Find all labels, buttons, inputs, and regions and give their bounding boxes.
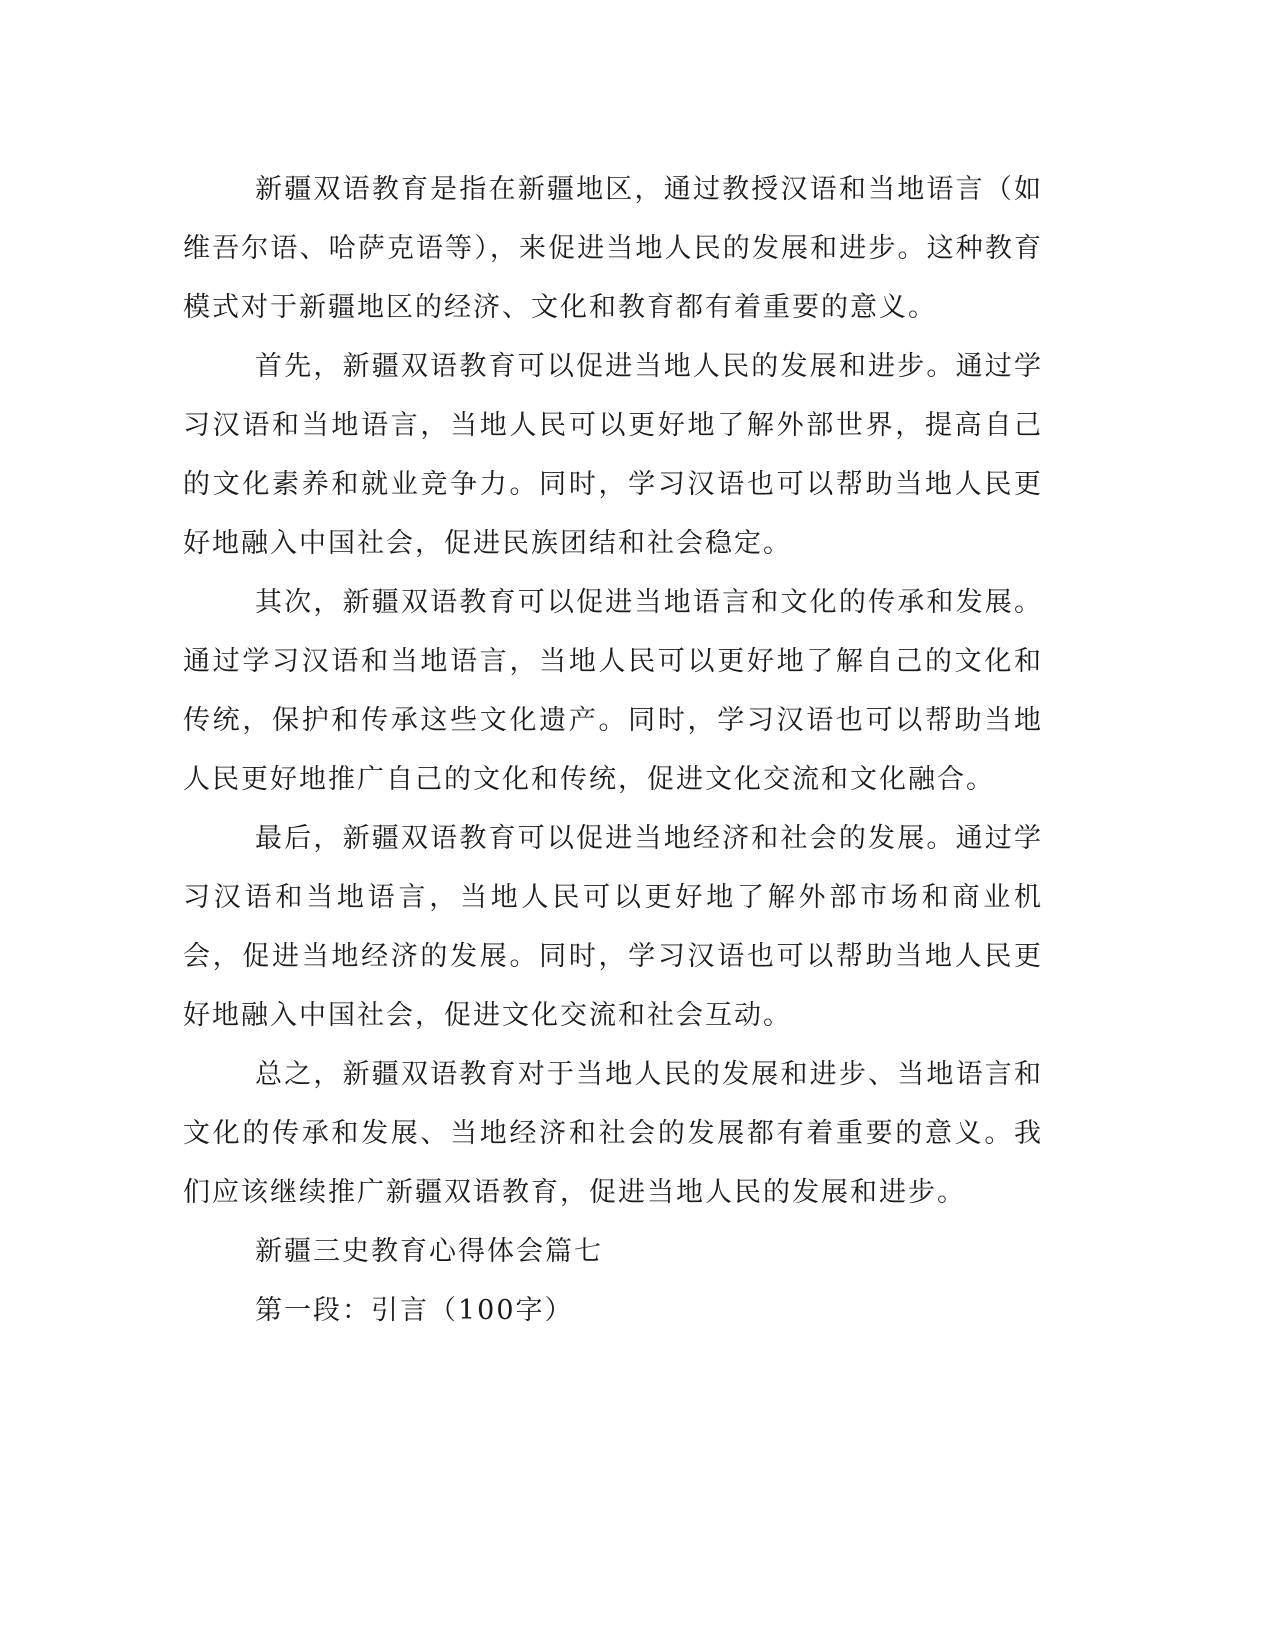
section-title: 新疆三史教育心得体会篇七	[255, 1236, 603, 1267]
document-body	[183, 160, 1043, 1340]
paragraph-second-point: 其次，新疆双语教育可以促进当地语言和文化的传承和发展。通过学习汉语和当地语言，当地人民可以更好地了解自己的文化和传统，保护和传承这些文化遗产。同时，学习汉语也可以帮助当地人民更好地推广自己的文化和传统，促进文化交流和文化融合。	[183, 587, 1043, 795]
paragraph-intro: 新疆双语教育是指在新疆地区，通过教授汉语和当地语言（如维吾尔语、哈萨克语等），来促进当地人民的发展和进步。这种教育模式对于新疆地区的经济、文化和教育都有着重要的意义。	[183, 174, 1043, 323]
subsection-title: 第一段：引言（100字）	[255, 1295, 574, 1326]
paragraph-third-point: 最后，新疆双语教育可以促进当地经济和社会的发展。通过学习汉语和当地语言，当地人民可以更好地了解外部市场和商业机会，促进当地经济的发展。同时，学习汉语也可以帮助当地人民更好地融入中国社会，促进文化交流和社会互动。	[183, 823, 1043, 1031]
paragraph-conclusion: 总之，新疆双语教育对于当地人民的发展和进步、当地语言和文化的传承和发展、当地经济和社会的发展都有着重要的意义。我们应该继续推广新疆双语教育，促进当地人民的发展和进步。	[183, 1059, 1043, 1208]
paragraph-first-point: 首先，新疆双语教育可以促进当地人民的发展和进步。通过学习汉语和当地语言，当地人民可以更好地了解外部世界，提高自己的文化素养和就业竞争力。同时，学习汉语也可以帮助当地人民更好地融入中国社会，促进民族团结和社会稳定。	[183, 351, 1043, 559]
